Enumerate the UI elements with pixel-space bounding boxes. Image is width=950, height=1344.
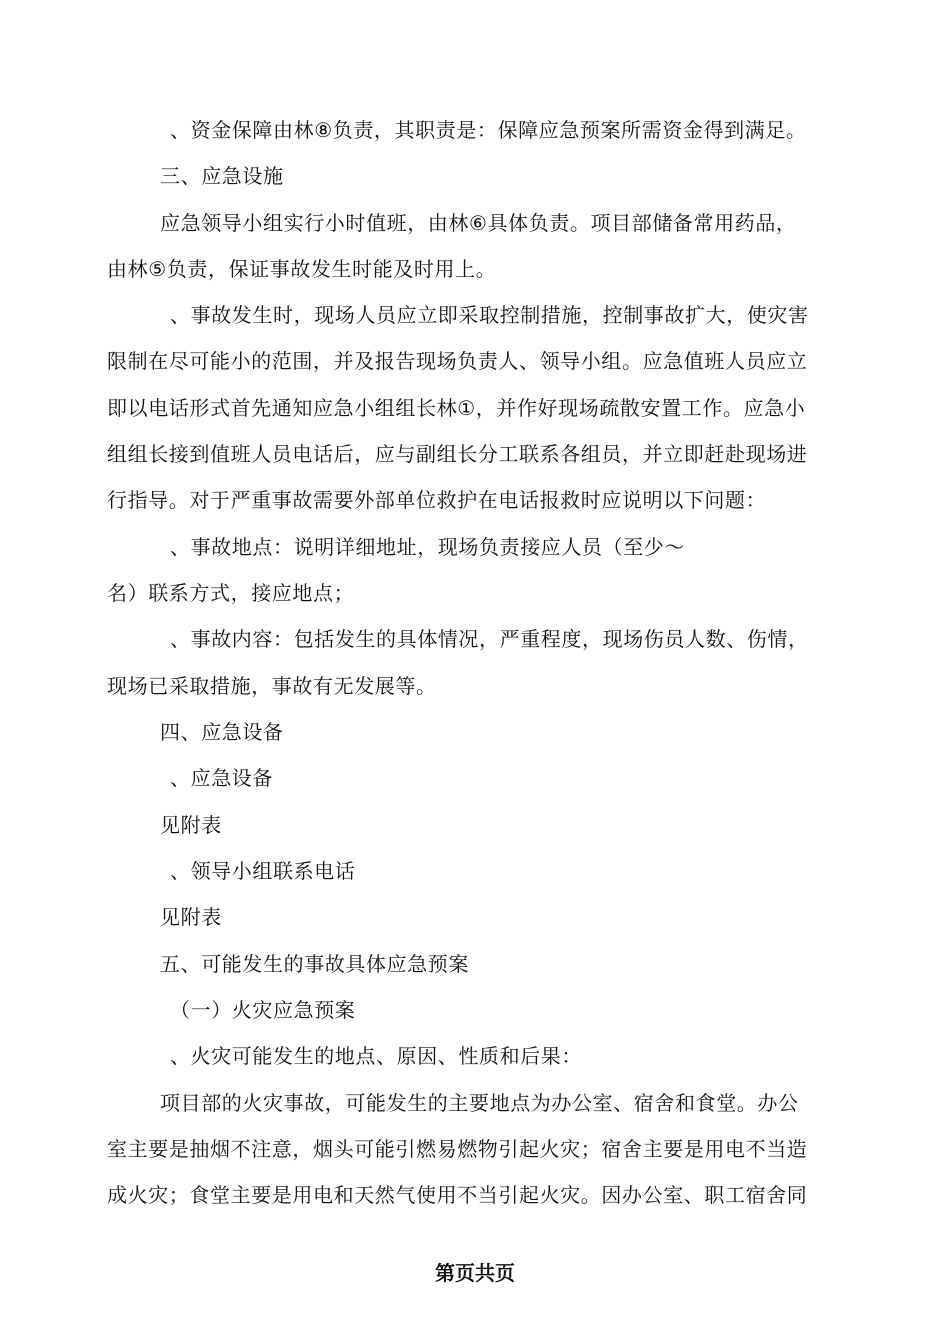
section-heading: 五、可能发生的事故具体应急预案: [160, 952, 469, 976]
text-line: 、事故发生时，现场人员应立即采取控制措施，控制事故扩大，使灾害: [170, 303, 809, 327]
text-line: 组组长接到值班人员电话后，应与副组长分工联系各组员，并立即赶赴现场进: [107, 442, 808, 466]
text-line: 、资金保障由林⑧负责，其职责是：保障应急预案所需资金得到满足。: [170, 118, 807, 142]
text-line: 室主要是抽烟不注意，烟头可能引燃易燃物引起火灾；宿舍主要是用电不当造: [107, 1137, 808, 1161]
text-line: 见附表: [160, 905, 222, 929]
text-line: 限制在尽可能小的范围，并及报告现场负责人、领导小组。应急值班人员应立: [107, 349, 808, 373]
subsection-heading: （一）火灾应急预案: [170, 998, 356, 1022]
text-line: 应急领导小组实行小时值班，由林⑥具体负责。项目部储备常用药品，: [160, 211, 797, 235]
text-line: 行指导。对于严重事故需要外部单位救护在电话报救时应说明以下问题：: [107, 488, 767, 512]
text-line: 现场已采取措施，事故有无发展等。: [107, 674, 437, 698]
text-line: 、事故内容：包括发生的具体情况，严重程度，现场伤员人数、伤情，: [170, 627, 809, 651]
text-line: 、领导小组联系电话: [170, 859, 356, 883]
section-heading: 四、应急设备: [160, 720, 284, 744]
text-line: 成火灾；食堂主要是用电和天然气使用不当引起火灾。因办公室、职工宿舍同: [107, 1183, 808, 1207]
text-line: 见附表: [160, 813, 222, 837]
text-line: 、事故地点：说明详细地址，现场负责接应人员（至少～: [170, 535, 685, 559]
text-line: 即以电话形式首先通知应急小组组长林①，并作好现场疏散安置工作。应急小: [107, 396, 806, 420]
text-line: 、应急设备: [170, 766, 273, 790]
page-footer: 第页共页: [435, 1261, 515, 1285]
text-line: 、火灾可能发生的地点、原因、性质和后果：: [170, 1044, 582, 1068]
text-line: 名）联系方式，接应地点；: [107, 581, 355, 605]
text-line: 由林⑤负责，保证事故发生时能及时用上。: [107, 257, 497, 281]
text-line: 项目部的火灾事故，可能发生的主要地点为办公室、宿舍和食堂。办公: [160, 1091, 799, 1115]
section-heading: 三、应急设施: [160, 164, 284, 188]
